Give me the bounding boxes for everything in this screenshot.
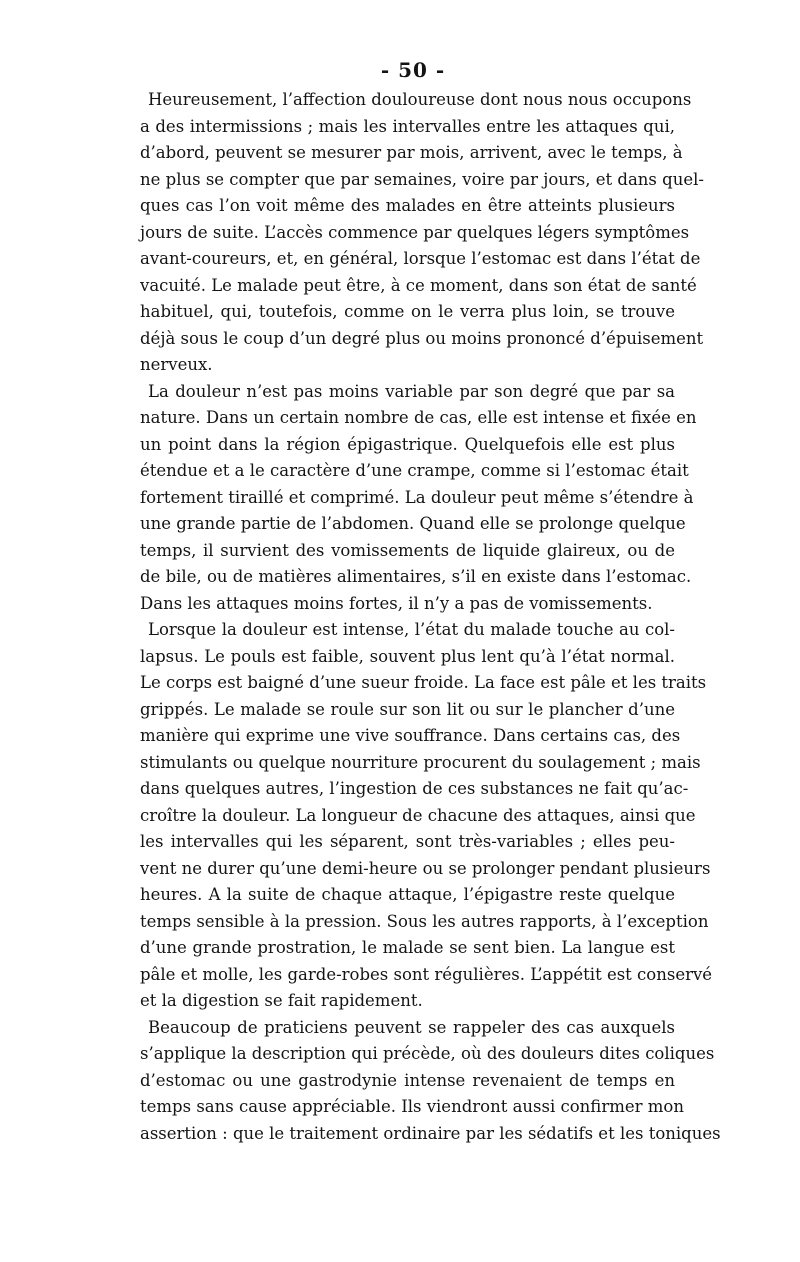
text-line: nature. Dans un certain nombre de cas, elle est intense et fixée en — [140, 408, 697, 427]
body-text — [140, 87, 721, 1147]
text-line: grippés. Le malade se roule sur son lit ou sur le plancher d’une — [140, 699, 675, 719]
page-number: - 50 - — [380, 58, 446, 82]
text-line: jours de suite. L’accès commence par quelques légers symptômes — [140, 222, 690, 242]
text-line: fortement tiraillé et comprimé. La douleur peut même s’étendre à — [140, 487, 694, 507]
paragraph — [140, 1015, 721, 1148]
text-line: s’applique la description qui précède, où des douleurs dites coliques — [140, 1044, 715, 1063]
text-line: Dans les attaques moins fortes, il n’y a pas de vomissements. — [140, 593, 653, 613]
text-line: habituel, qui, toutefois, comme on le verra plus loin, se trouve — [140, 302, 675, 321]
text-line: heures. A la suite de chaque attaque, l’épigastre reste quelque — [140, 885, 675, 904]
text-line: d’estomac ou une gastrodynie intense revenaient de temps en — [140, 1070, 675, 1090]
text-line: croître la douleur. La longueur de chacune des attaques, ainsi que — [140, 805, 696, 825]
text-line: temps sans cause appréciable. Ils viendront aussi confirmer mon — [140, 1097, 684, 1116]
text-line: vacuité. Le malade peut être, à ce moment, dans son état de santé — [140, 275, 697, 295]
text-line: stimulants ou quelque nourriture procurent du soulagement ; mais — [140, 752, 701, 772]
text-line: une grande partie de l’abdomen. Quand elle se prolonge quelque — [140, 514, 686, 533]
text-line: et la digestion se fait rapidement. — [140, 991, 423, 1010]
text-line: les intervalles qui les séparent, sont très-variables ; elles peu- — [140, 832, 675, 851]
text-line: de bile, ou de matières alimentaires, s’il en existe dans l’estomac. — [140, 567, 692, 586]
text-line: La douleur n’est pas moins variable par son degré que par sa — [148, 381, 675, 401]
text-line: lapsus. Le pouls est faible, souvent plus lent qu’à l’état normal. — [140, 646, 675, 666]
text-line: avant-coureurs, et, en général, lorsque l’estomac est dans l’état de — [140, 249, 701, 268]
text-line: Le corps est baigné d’une sueur froide. La face est pâle et les traits — [140, 673, 707, 692]
text-line: dans quelques autres, l’ingestion de ces substances ne fait qu’ac- — [140, 779, 689, 798]
text-line: nerveux. — [140, 355, 213, 374]
text-line: manière qui exprime une vive souffrance. Dans certains cas, des — [140, 726, 681, 745]
text-line: temps, il survient des vomissements de liquide glaireux, ou de — [140, 540, 675, 560]
text-line: d’abord, peuvent se mesurer par mois, arrivent, avec le temps, à — [140, 143, 683, 162]
text-line: ne plus se compter que par semaines, voire par jours, et dans quel- — [140, 169, 704, 189]
paragraph — [140, 379, 697, 618]
text-line: déjà sous le coup d’un degré plus ou moins prononcé d’épuisement — [140, 328, 704, 348]
text-line: a des intermissions ; mais les intervalles entre les attaques qui, — [140, 116, 675, 136]
paragraph — [140, 617, 713, 1015]
text-line: Heureusement, l’affection douloureuse dont nous nous occupons — [148, 90, 692, 109]
text-line: temps sensible à la pression. Sous les autres rapports, à l’exception — [140, 911, 709, 931]
text-line: vent ne durer qu’une demi-heure ou se prolonger pendant plusieurs — [140, 858, 711, 878]
paragraph — [140, 87, 704, 379]
text-line: assertion : que le traitement ordinaire par les sédatifs et les toniques — [140, 1123, 721, 1143]
text-line: un point dans la région épigastrique. Quelquefois elle est plus — [140, 434, 675, 454]
text-line: d’une grande prostration, le malade se sent bien. La langue est — [140, 938, 675, 957]
text-line: étendue et a le caractère d’une crampe, comme si l’estomac était — [140, 461, 689, 480]
text-line: ques cas l’on voit même des malades en être atteints plusieurs — [140, 196, 675, 215]
text-line: Lorsque la douleur est intense, l’état du malade touche au col- — [148, 620, 675, 639]
text-line: pâle et molle, les garde-robes sont régulières. L’appétit est conservé — [140, 964, 713, 984]
text-line: Beaucoup de praticiens peuvent se rappeler des cas auxquels — [148, 1017, 675, 1037]
